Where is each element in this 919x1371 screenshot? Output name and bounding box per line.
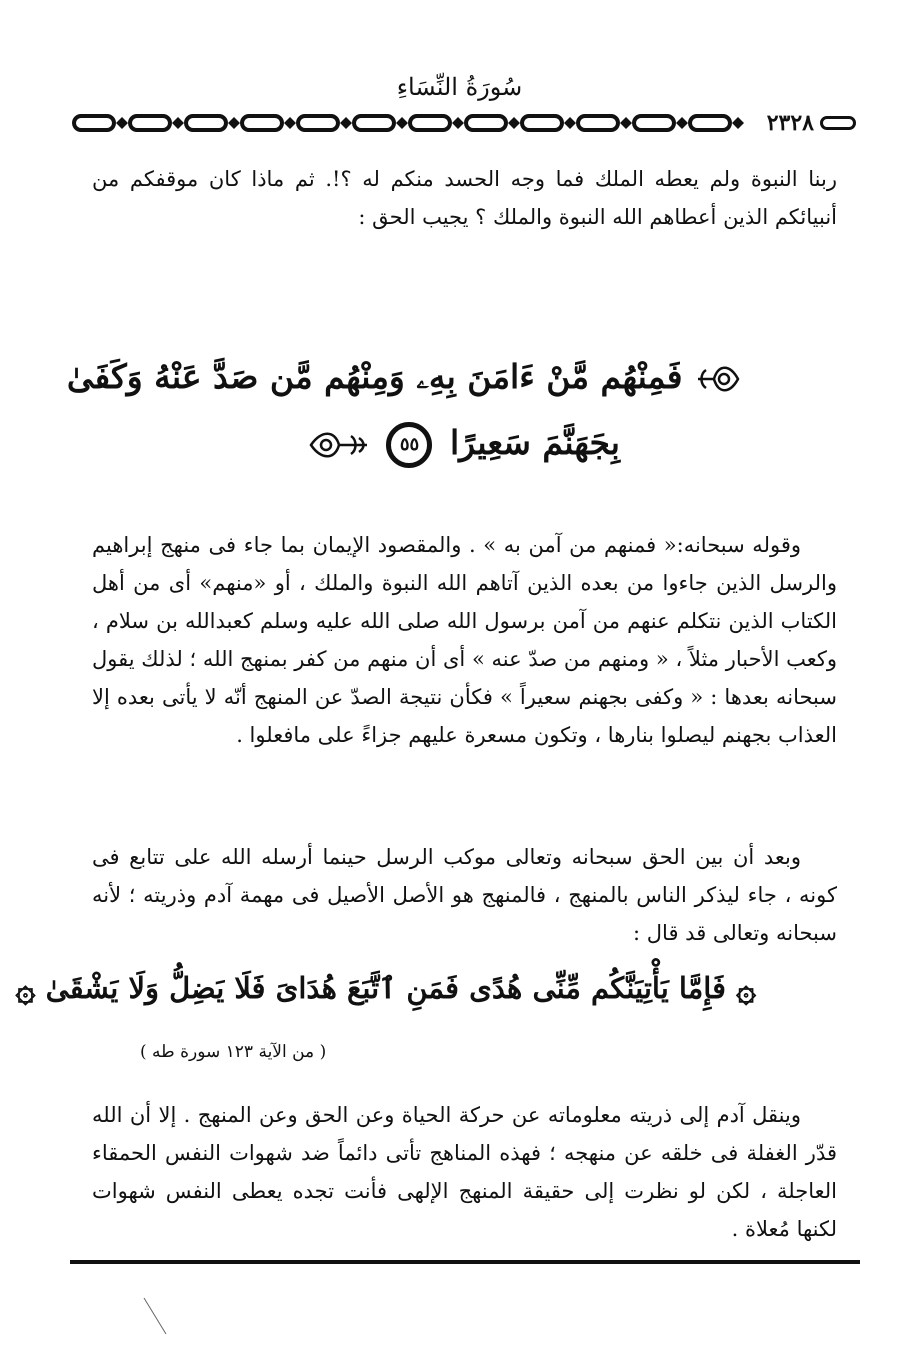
verse-1-line-2-text: بِجَهَنَّمَ سَعِيرًا (449, 423, 620, 462)
paragraph-text: وينقل آدم إلى ذريته معلوماته عن حركة الحياة وعن الحق وعن المنهج . إلا أن الله قدّر الغفلة فى خلقه عن منهجه ؛ فهذه المناهج تأتى دائماً ضد شهوات النفس الحمقاء العاجلة ، لكن لو نظرت إلى حقيقة المنهج الإلهى فأنت تجده يعطى النفس شهوات لكنها مُعلاة . (92, 1103, 838, 1241)
verse-1-line-1 (66, 352, 740, 402)
page-header-bar (70, 108, 856, 138)
verse-bracket-ornament-icon: ۞ (736, 970, 756, 1010)
paragraph-text: ربنا النبوة ولم يعطه الملك فما وجه الحسد منكم له ؟!. ثم ماذا كان موقفكم من أنبيائكم الذين أعطاهم الله النبوة والملك ؟ يجيب الحق : (92, 167, 837, 229)
ayah-number-medallion-icon: ٥٥ (386, 422, 432, 468)
verse-bracket-ornament-icon: ۞ (15, 970, 36, 1010)
verse-end-ornament-icon (309, 426, 369, 464)
paragraph-text: وبعد أن بين الحق سبحانه وتعالى موكب الرسل حينما أرسله الله على تتابع فى كونه ، جاء ليذكر الناس بالمنهج ، فالمنهج هو الأصل الأصيل فى مهمة آدم وذريته ؛ لأنه سبحانه وتعالى قد قال : (92, 845, 837, 945)
chain-border-ornament-icon (70, 108, 750, 138)
paragraph-4 (92, 1096, 837, 1248)
stray-mark-icon (140, 1296, 170, 1336)
verse-start-ornament-icon (694, 360, 740, 398)
paragraph-2 (92, 526, 837, 754)
paragraph-3 (92, 838, 837, 952)
paragraph-1 (92, 160, 837, 236)
verse-2-text: فَإِمَّا يَأْتِيَنَّكُم مِّنِّى هُدًى فَمَنِ ٱتَّبَعَ هُدَاىَ فَلَا يَضِلُّ وَلَا يَشْقَىٰ (45, 971, 726, 1005)
verse-2 (15, 965, 756, 1013)
paragraph-text: وقوله سبحانه:« فمنهم من آمن به » . والمقصود الإيمان بما جاء فى منهج إبراهيم والرسل الذين جاءوا من بعده الذين آتاهم الله النبوة والملك ، أو «منهم» أى من أهل الكتاب الذين نتكلم عنهم من آمن برسول الله صلى الله عليه وسلم كعبدالله بن سلام ، وكعب الأحبار مثلاً ، « ومنهم من صدّ عنه » أى أن منهم من كفر بمنهج الله ؛ لذلك يقول سبحانه بعدها : « وكفى بجهنم سعيراً » فكأن نتيجة الصدّ عن المنهج أنّه لا يأتى بعده إلا العذاب بجهنم ليصلوا بنارها ، وتكون مسعرة عليهم جزاءً على مافعلوا . (92, 533, 837, 747)
verse-reference: ( من الآية ١٢٣ سورة طه ) (140, 1042, 327, 1062)
footer-rule (70, 1260, 860, 1264)
surah-title: سُورَةُ النِّسَاءِ (396, 73, 523, 101)
page-number: ٢٣٢٨ (766, 110, 814, 136)
verse-1-line-1-text: فَمِنْهُم مَّنْ ءَامَنَ بِهِۦ وَمِنْهُم مَّن صَدَّ عَنْهُ وَكَفَىٰ (66, 357, 683, 396)
verse-1-line-2 (320, 418, 620, 468)
header-end-oval-icon (820, 116, 856, 130)
